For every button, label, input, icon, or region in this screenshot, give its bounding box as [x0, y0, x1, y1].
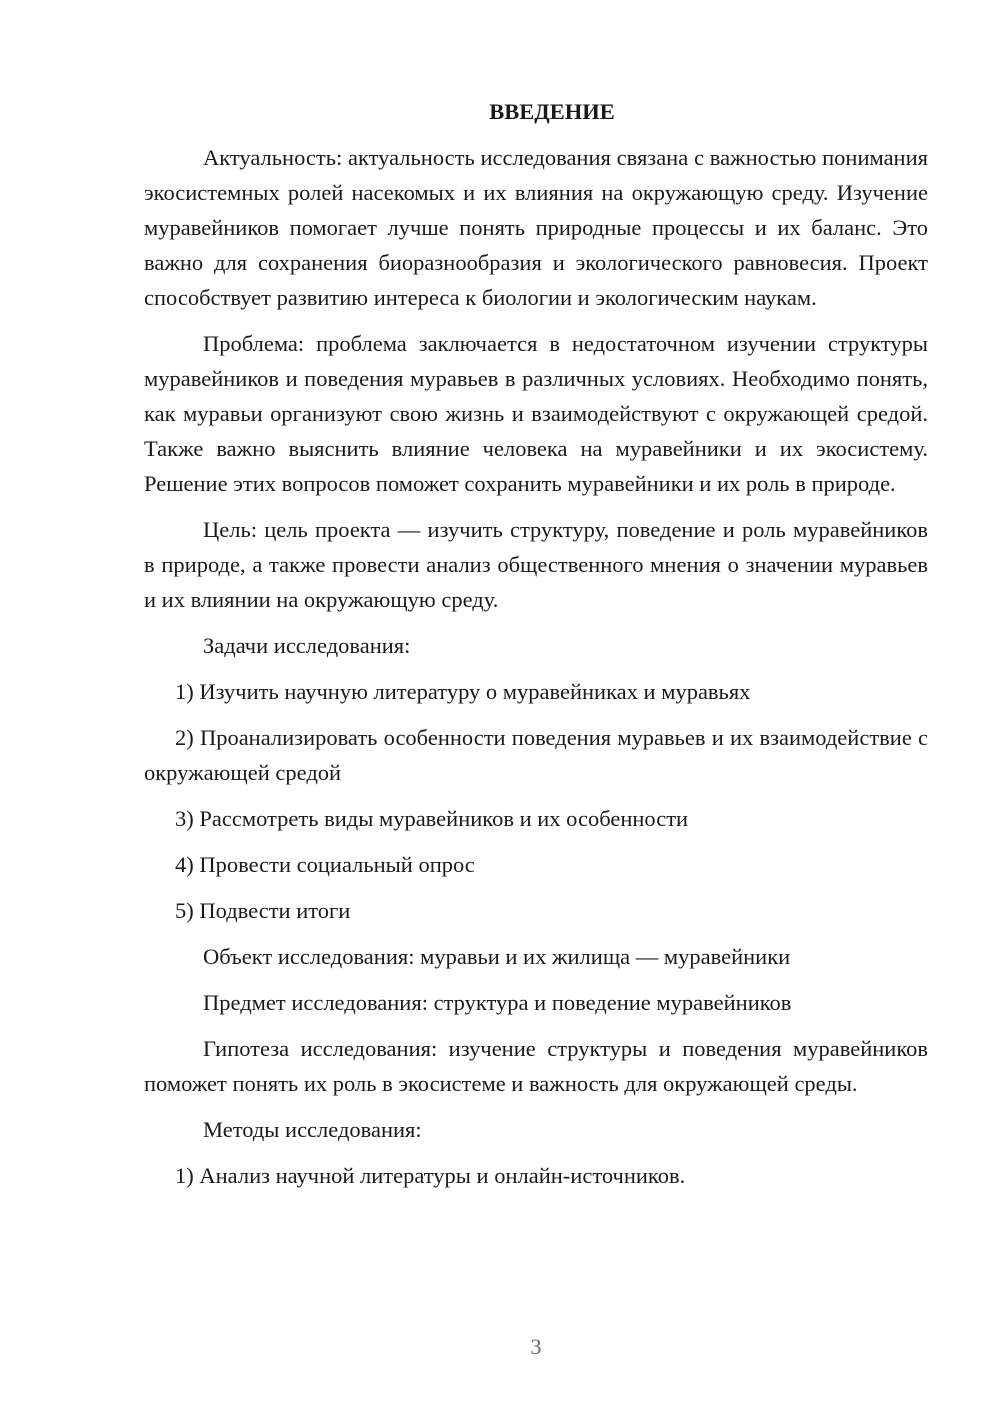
- task-item-1: 1) Изучить научную литературу о муравейниках и муравьях: [175, 679, 751, 704]
- page-content: [144, 94, 928, 1204]
- subject-line: Предмет исследования: структура и поведение муравейников: [203, 990, 792, 1015]
- section-heading: ВВЕДЕНИЕ: [489, 99, 615, 124]
- goal-paragraph: Цель: цель проекта — изучить структуру, поведение и роль муравейников в природе, а также провести анализ общественного мнения о значении муравьев и их влиянии на окружающую среду.: [144, 517, 928, 612]
- task-item-4: 4) Провести социальный опрос: [175, 852, 475, 877]
- hypothesis-paragraph: Гипотеза исследования: изучение структуры и поведения муравейников поможет понять их роль в экосистеме и важность для окружающей среды.: [144, 1036, 928, 1096]
- page-number: 3: [530, 1334, 542, 1359]
- object-line: Объект исследования: муравьи и их жилища — муравейники: [203, 944, 791, 969]
- relevance-paragraph: Актуальность: актуальность исследования связана с важностью понимания экосистемных ролей насекомых и их влияния на окружающую среду. Изучение муравейников помогает лучше понять природные процессы и их баланс. Это важно для сохранения биоразнообразия и экологического равновесия. Проект способствует развитию интереса к биологии и экологическим наукам.: [144, 145, 928, 310]
- task-item-2: 2) Проанализировать особенности поведения муравьев и их взаимодействие с окружающей средой: [144, 725, 928, 785]
- problem-paragraph: Проблема: проблема заключается в недостаточном изучении структуры муравейников и поведения муравьев в различных условиях. Необходимо понять, как муравьи организуют свою жизнь и взаимодействуют с окружающей средой. Также важно выяснить влияние человека на муравейники и их экосистему. Решение этих вопросов поможет сохранить муравейники и их роль в природе.: [144, 331, 928, 496]
- method-item-1: 1) Анализ научной литературы и онлайн-источников.: [175, 1163, 686, 1188]
- tasks-title: Задачи исследования:: [203, 633, 411, 658]
- methods-title: Методы исследования:: [203, 1117, 422, 1142]
- task-item-3: 3) Рассмотреть виды муравейников и их особенности: [175, 806, 689, 831]
- task-item-5: 5) Подвести итоги: [175, 898, 351, 923]
